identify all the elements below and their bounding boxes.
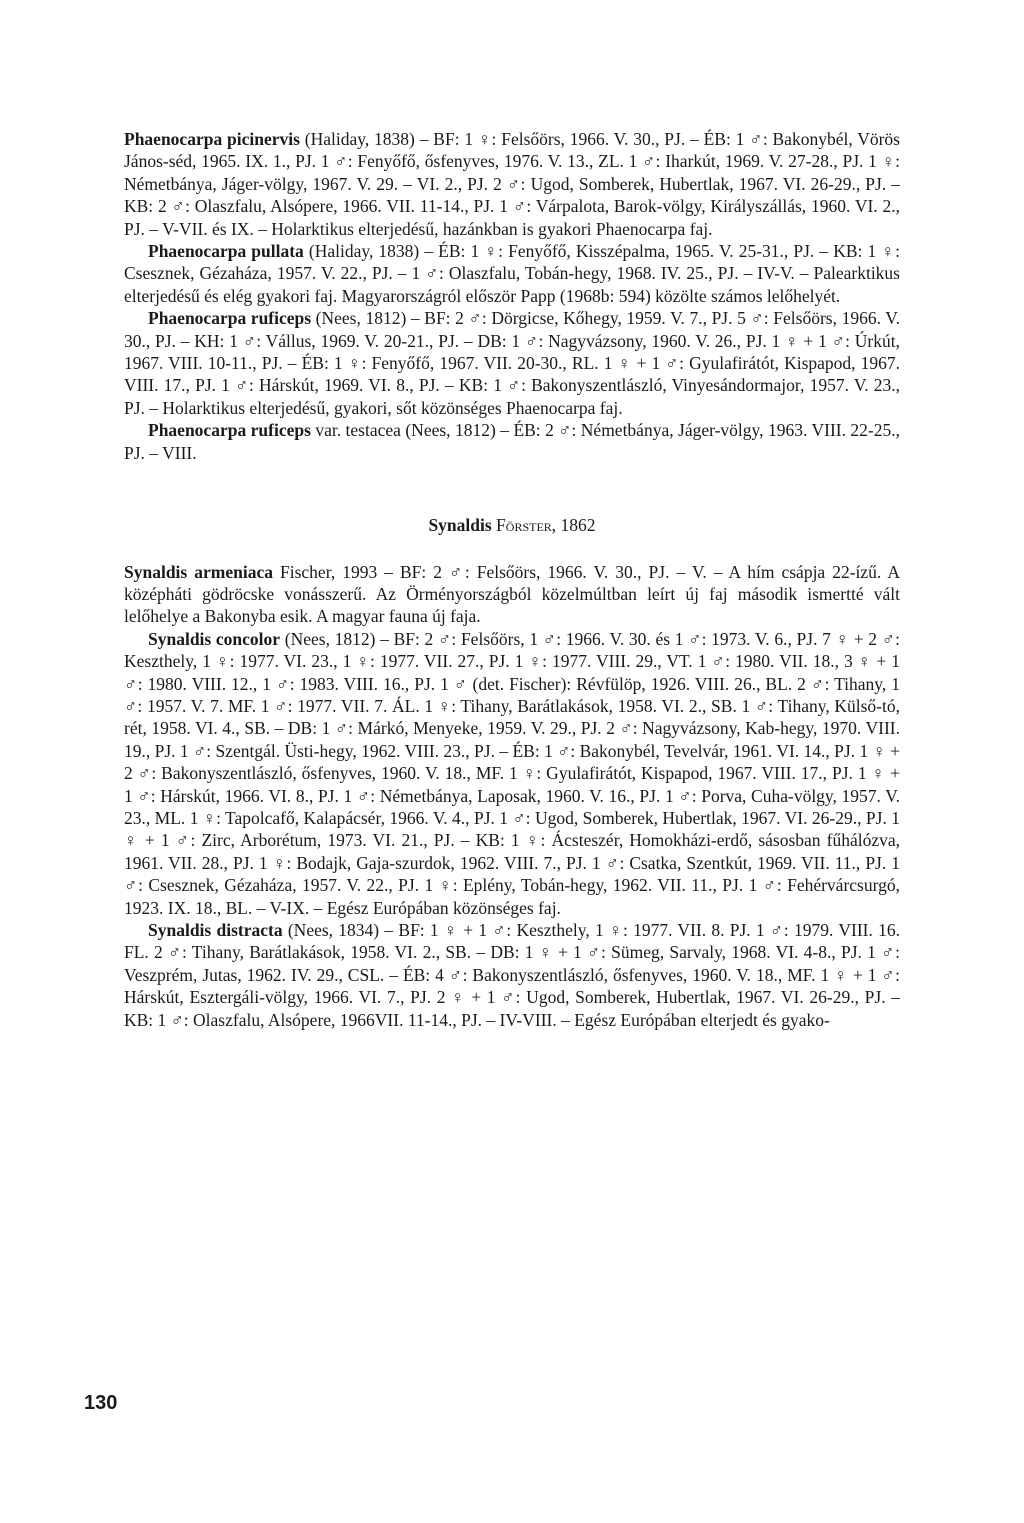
species-entry — [124, 628, 900, 919]
species-name: Synaldis distracta — [148, 920, 283, 940]
page-number: 130 — [84, 1392, 118, 1414]
species-text: Fischer, 1993 – BF: 2 ♂: Felsőörs, 1966. V. 30., PJ. – V. – A hím csápja 22-ízű. A középháti gödröcske vonásszerű. Az Örményországból közelmúltban leírt új faj második ismertté vált lelőhelye a Bakonyba esik. A magyar fauna új faja. — [124, 561, 900, 627]
genus-heading — [124, 514, 900, 536]
species-entry — [124, 419, 900, 464]
species-name: Synaldis concolor — [148, 628, 281, 649]
species-name: Synaldis armeniaca — [124, 561, 273, 582]
genus-name: Synaldis — [428, 515, 492, 536]
species-entry — [124, 240, 900, 307]
species-entry — [124, 307, 900, 419]
species-entry — [124, 919, 900, 1031]
species-entry — [124, 128, 900, 240]
species-name: Phaenocarpa picinervis — [124, 129, 300, 149]
species-name: Phaenocarpa pullata — [148, 241, 304, 262]
species-name: Phaenocarpa ruficeps — [148, 420, 311, 441]
species-name: Phaenocarpa ruficeps — [148, 308, 312, 329]
species-text: (Nees, 1834) – BF: 1 ♀ + 1 ♂: Keszthely, 1 ♀: 1977. VII. 8. PJ. 1 ♂: 1979. VIII. 16. FL. 2 ♂: Tihany, Barátlakások, 1958. VI. 2., SB. – DB: 1 ♀ + 1 ♂: Sümeg, Sarvaly, 1968. VI. 4-8., PJ. 1 ♂: Veszprém, Jutas, 1962. IV. 29., CSL. – ÉB: 4 ♂: Bakonyszentlászló, ősfenyves, 1960. V. 18., MF. 1 ♀ + 1 ♂: Hárskút, Esztergáli-völgy, 1966. VI. 7., PJ. 2 ♀ + 1 ♂: Ugod, Somberek, Hubertlak, 1967. VI. 26-29., PJ. – KB: 1 ♂: Olaszfalu, Alsópere, 1966VII. 11-14., PJ. – IV-VIII. – Egész Európában elterjedt és gyako- — [124, 920, 900, 1030]
species-text: (Haliday, 1838) – BF: 1 ♀: Felsőörs, 1966. V. 30., PJ. – ÉB: 1 ♂: Bakonybél, Vörös János-séd, 1965. IX. 1., PJ. 1 ♂: Fenyőfő, ősfenyves, 1976. V. 13., ZL. 1 ♂: Iharkút, 1969. V. 27-28., PJ. 1 ♀: Németbánya, Jáger-völgy, 1967. V. 29. – VI. 2., PJ. 2 ♂: Ugod, Somberek, Hubertlak, 1967. VI. 26-29., PJ. – KB: 2 ♂: Olaszfalu, Alsópere, 1966. VII. 11-14., PJ. 1 ♂: Várpalota, Barok-völgy, Királyszállás, 1960. VI. 2., PJ. – V-VII. és IX. – Holarktikus elterjedésű, hazánkban is gyakori Phaenocarpa faj. — [124, 129, 900, 239]
page-body — [124, 128, 900, 1031]
species-entry — [124, 561, 900, 628]
species-text: (Haliday, 1838) – ÉB: 1 ♀: Fenyőfő, Kisszépalma, 1965. V. 25-31., PJ. – KB: 1 ♀: Csesznek, Gézaháza, 1957. V. 22., PJ. – 1 ♂: Olaszfalu, Tobán-hegy, 1968. IV. 25., PJ. – IV-V. – Palearktikus elterjedésű és elég gyakori faj. Magyarországról először Papp (1968b: 594) közölte számos lelőhelyét. — [124, 241, 900, 306]
genus-author: Förster — [496, 515, 552, 536]
species-text: (Nees, 1812) – BF: 2 ♂: Felsőörs, 1 ♂: 1966. V. 30. és 1 ♂: 1973. V. 6., PJ. 7 ♀ + 2 ♂: Keszthely, 1 ♀: 1977. VI. 23., 1 ♀: 1977. VII. 27., PJ. 1 ♀: 1977. VIII. 29., VT. 1 ♂: 1980. VII. 18., 3 ♀ + 1 ♂: 1980. VIII. 12., 1 ♂: 1983. VIII. 16., PJ. 1 ♂ (det. Fischer): Révfülöp, 1926. VIII. 26., BL. 2 ♂: Tihany, 1 ♂: 1957. V. 7. MF. 1 ♂: 1977. VII. 7. ÁL. 1 ♀: Tihany, Barátlakások, 1958. VI. 2., SB. 1 ♂: Tihany, Külső-tó, rét, 1958. VI. 4., SB. – DB: 1 ♂: Márkó, Menyeke, 1959. V. 29., PJ. 2 ♂: Nagyvázsony, Kab-hegy, 1970. VIII. 19., PJ. 1 ♂: Szentgál. Üsti-hegy, 1962. VIII. 23., PJ. – ÉB: 1 ♂: Bakonybél, Tevelvár, 1961. VI. 14., PJ. 1 ♀ + 2 ♂: Bakonyszentlászló, ősfenyves, 1960. V. 18., MF. 1 ♀: Gyulafirátót, Kispapod, 1967. VIII. 17., PJ. 1 ♀ + 1 ♂: Hárskút, 1966. VI. 8., PJ. 1 ♂: Németbánya, Laposak, 1960. V. 16., PJ. 1 ♂: Porva, Cuha-völgy, 1957. V. 23., ML. 1 ♀: Tapolcafő, Kalapácsér, 1966. V. 4., PJ. 1 ♂: Ugod, Somberek, Hubertlak, 1967. VI. 26-29., PJ. 1 ♀ + 1 ♂: Zirc, Arborétum, 1973. VI. 21., PJ. – KB: 1 ♀: Ácsteszér, Homokházi-erdő, sásosban fűhálózva, 1961. VII. 28., PJ. 1 ♀: Bodajk, Gaja-szurdok, 1962. VIII. 7., PJ. 1 ♂: Csatka, Szentkút, 1969. VII. 11., PJ. 1 ♂: Csesznek, Gézaháza, 1957. V. 22., PJ. 1 ♀: Eplény, Tobán-hegy, 1962. VII. 11., PJ. 1 ♂: Fehérvárcsurgó, 1923. IX. 18., BL. – V-IX. – Egész Európában közönséges faj. — [124, 628, 900, 918]
genus-year: , 1862 — [551, 515, 596, 536]
species-text: var. testacea (Nees, 1812) – ÉB: 2 ♂: Németbánya, Jáger-völgy, 1963. VIII. 22-25., PJ. – VIII. — [124, 420, 900, 463]
species-text: (Nees, 1812) – BF: 2 ♂: Dörgicse, Kőhegy, 1959. V. 7., PJ. 5 ♂: Felsőörs, 1966. V. 30., PJ. – KH: 1 ♂: Vállus, 1969. V. 20-21., PJ. – DB: 1 ♂: Nagyvázsony, 1960. V. 26., PJ. 1 ♀ + 1 ♂: Úrkút, 1967. VIII. 10-11., PJ. – ÉB: 1 ♀: Fenyőfő, 1967. VII. 20-30., RL. 1 ♀ + 1 ♂: Gyulafirátót, Kispapod, 1967. VIII. 17., PJ. 1 ♂: Hárskút, 1969. VI. 8., PJ. – KB: 1 ♂: Bakonyszentlászló, Vinyesándormajor, 1957. V. 23., PJ. – Holarktikus elterjedésű, gyakori, sőt közönséges Phaenocarpa faj. — [124, 308, 900, 418]
